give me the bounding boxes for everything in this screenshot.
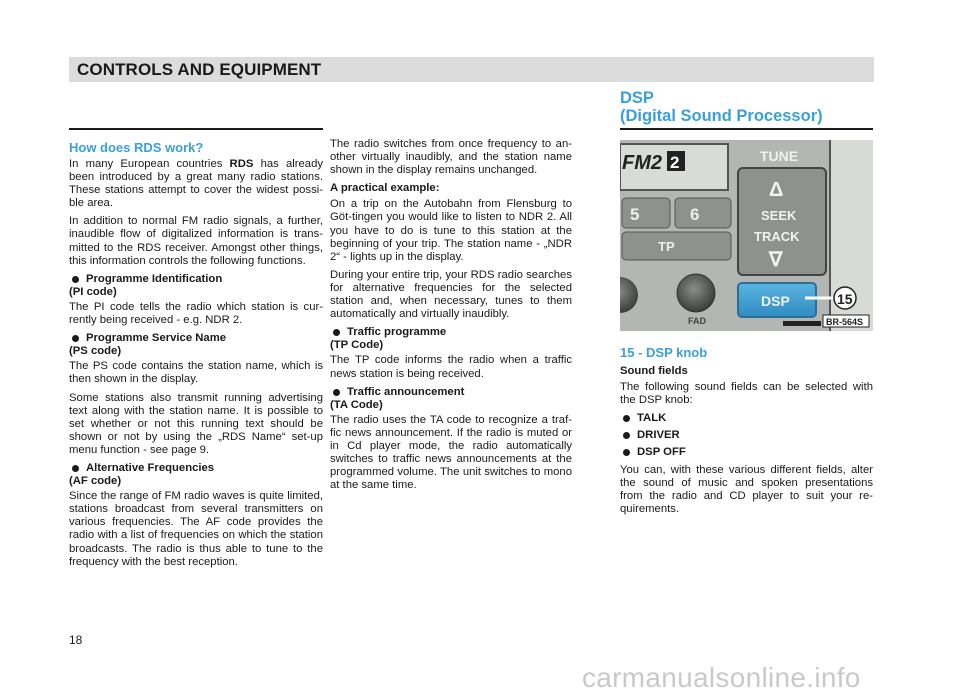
af-text: Since the range of FM radio waves is quite limited, stations broadcast from several transmitters on various frequencies. The AF code provides the radio with a list of frequencies on which the station broadcasts. The radio is thus able to tune to the frequency with the best reception. [69, 490, 323, 568]
preset-5-label: 5 [630, 205, 640, 224]
tp-text: The TP code informs the radio when a traffic news station is being received. [330, 354, 572, 380]
bullet-dsp-off [620, 446, 873, 459]
fad-label: FAD [688, 316, 706, 326]
rds-intro [69, 158, 323, 210]
section-title: CONTROLS AND EQUIPMENT [77, 60, 322, 79]
bullet-dot-icon [333, 329, 340, 336]
bullet-ps-sub: (PS code) [69, 345, 122, 358]
middle-column [330, 138, 572, 497]
radio-panel-illustration [620, 140, 873, 331]
bullet-dot-icon [623, 415, 630, 422]
dsp-title [620, 89, 823, 125]
left-column [69, 128, 323, 574]
bullet-ta-sub: (TA Code) [330, 398, 383, 411]
bullet-dsp-off-label: DSP OFF [637, 446, 686, 459]
ps-text2: Some stations also transmit running advertising text along with the station name. It is possible to set whether or not this running text should be shown or not by using the „RDS Name“ set-up menu function - see page 9. [69, 391, 323, 456]
ps-text1: The PS code contains the station name, which is then shown in the display. [69, 360, 323, 386]
up-arrow-icon: Δ [769, 179, 784, 201]
bullet-dot-icon [72, 276, 79, 283]
dsp-title-line2: (Digital Sound Processor) [620, 107, 823, 125]
sound-fields-heading: Sound fields [620, 365, 688, 377]
bullet-talk-label: TALK [637, 412, 667, 425]
bullet-ta-title: Traffic announcement [347, 385, 465, 398]
bullet-ps-title: Programme Service Name [86, 332, 227, 345]
tp-button[interactable] [622, 232, 731, 260]
preset-6-button[interactable] [675, 198, 731, 228]
bullet-af-title: Alternative Frequencies [86, 461, 215, 474]
bullet-driver-label: DRIVER [637, 429, 680, 442]
rds-heading: How does RDS work? [69, 140, 204, 155]
mid-p3: During your entire trip, your RDS radio searches for alternative frequencies for the selected station and, when necessary, tunes to them automatically and virtually inaudibly. [330, 268, 572, 321]
bullet-af [69, 462, 323, 488]
preset-6-label: 6 [690, 205, 700, 224]
bullet-af-sub: (AF code) [69, 475, 122, 488]
tune-label: TUNE [760, 148, 799, 164]
dsp-p1: The following sound fields can be selected with the DSP knob: [620, 381, 873, 407]
example-heading: A practical example: [330, 182, 440, 195]
dsp-title-line1: DSP [620, 89, 654, 107]
bullet-tp [330, 326, 572, 352]
right-column [620, 345, 873, 521]
bullet-pi [69, 273, 323, 299]
seek-label: SEEK [761, 208, 797, 223]
mid-p2: On a trip on the Autobahn from Flensburg to Göt-tingen you would like to listen to NDR 2. All you have to do is tune to this station at the beginning of your trip. The station name - „NDR 2“ - lights up in the display. [330, 198, 572, 263]
page-number: 18 [69, 633, 83, 647]
bullet-pi-title: Programme Identification [86, 272, 223, 285]
watermark: carmanualsonline.info [582, 662, 861, 693]
mid-p1: The radio switches from once frequency to an-other virtually inaudibly, and the station name shown in the display remains unchanged. [330, 138, 572, 177]
bullet-tp-sub: (TP Code) [330, 339, 384, 352]
dsp-knob-heading: 15 - DSP knob [620, 345, 708, 360]
rds-intro-pre: In many European countries [69, 158, 230, 170]
dsp-p2: You can, with these various different fields, alter the sound of music and spoken presentations from the radio and CD player to suit your re-quirements. [620, 463, 873, 515]
rds-p2: In addition to normal FM radio signals, a further, inaudible flow of digitalized information is trans-mitted to the RDS receiver. Amongst other things, this information controls the following functions. [69, 215, 323, 267]
pi-text: The PI code tells the radio which station is cur-rently being received - e.g. NDR 2. [69, 300, 323, 327]
ta-text: The radio uses the TA code to recognize a traf-fic news announcement. If the radio is muted or in Cd player mode, the radio automatically switches to traffic news announcements at the programmed volume. The unit switches to mono at the same time. [330, 413, 572, 492]
display-text: FM2 [622, 152, 662, 174]
bullet-dot-icon [72, 335, 79, 342]
tp-label: TP [658, 239, 675, 254]
dsp-button-label: DSP [761, 293, 790, 309]
rds-intro-bold: RDS [229, 158, 254, 170]
rds-intro-post: has already been introduced by a great many radio stations. These stations attempt to cover the widest possi-ble area. [69, 158, 324, 210]
image-code: BR-564S [826, 317, 864, 327]
track-label: TRACK [754, 229, 800, 244]
callout-15-label: 15 [837, 291, 853, 307]
section-header-bar [69, 57, 874, 82]
bullet-ta [330, 386, 572, 412]
bullet-dot-icon [623, 449, 630, 456]
bullet-dot-icon [623, 432, 630, 439]
fader-knob-icon[interactable] [677, 274, 715, 312]
panel-slot [783, 321, 821, 326]
bullet-dot-icon [333, 389, 340, 396]
bullet-dot-icon [72, 465, 79, 472]
right-divider [620, 128, 873, 130]
down-arrow-icon: ∇ [769, 249, 783, 271]
bullet-ps [69, 332, 323, 358]
bullet-driver [620, 429, 873, 442]
bullet-talk [620, 412, 873, 425]
radio-panel-photo [620, 140, 873, 331]
bullet-tp-title: Traffic programme [347, 326, 447, 339]
display-num: 2 [670, 153, 680, 172]
bullet-pi-sub: (PI code) [69, 285, 117, 298]
